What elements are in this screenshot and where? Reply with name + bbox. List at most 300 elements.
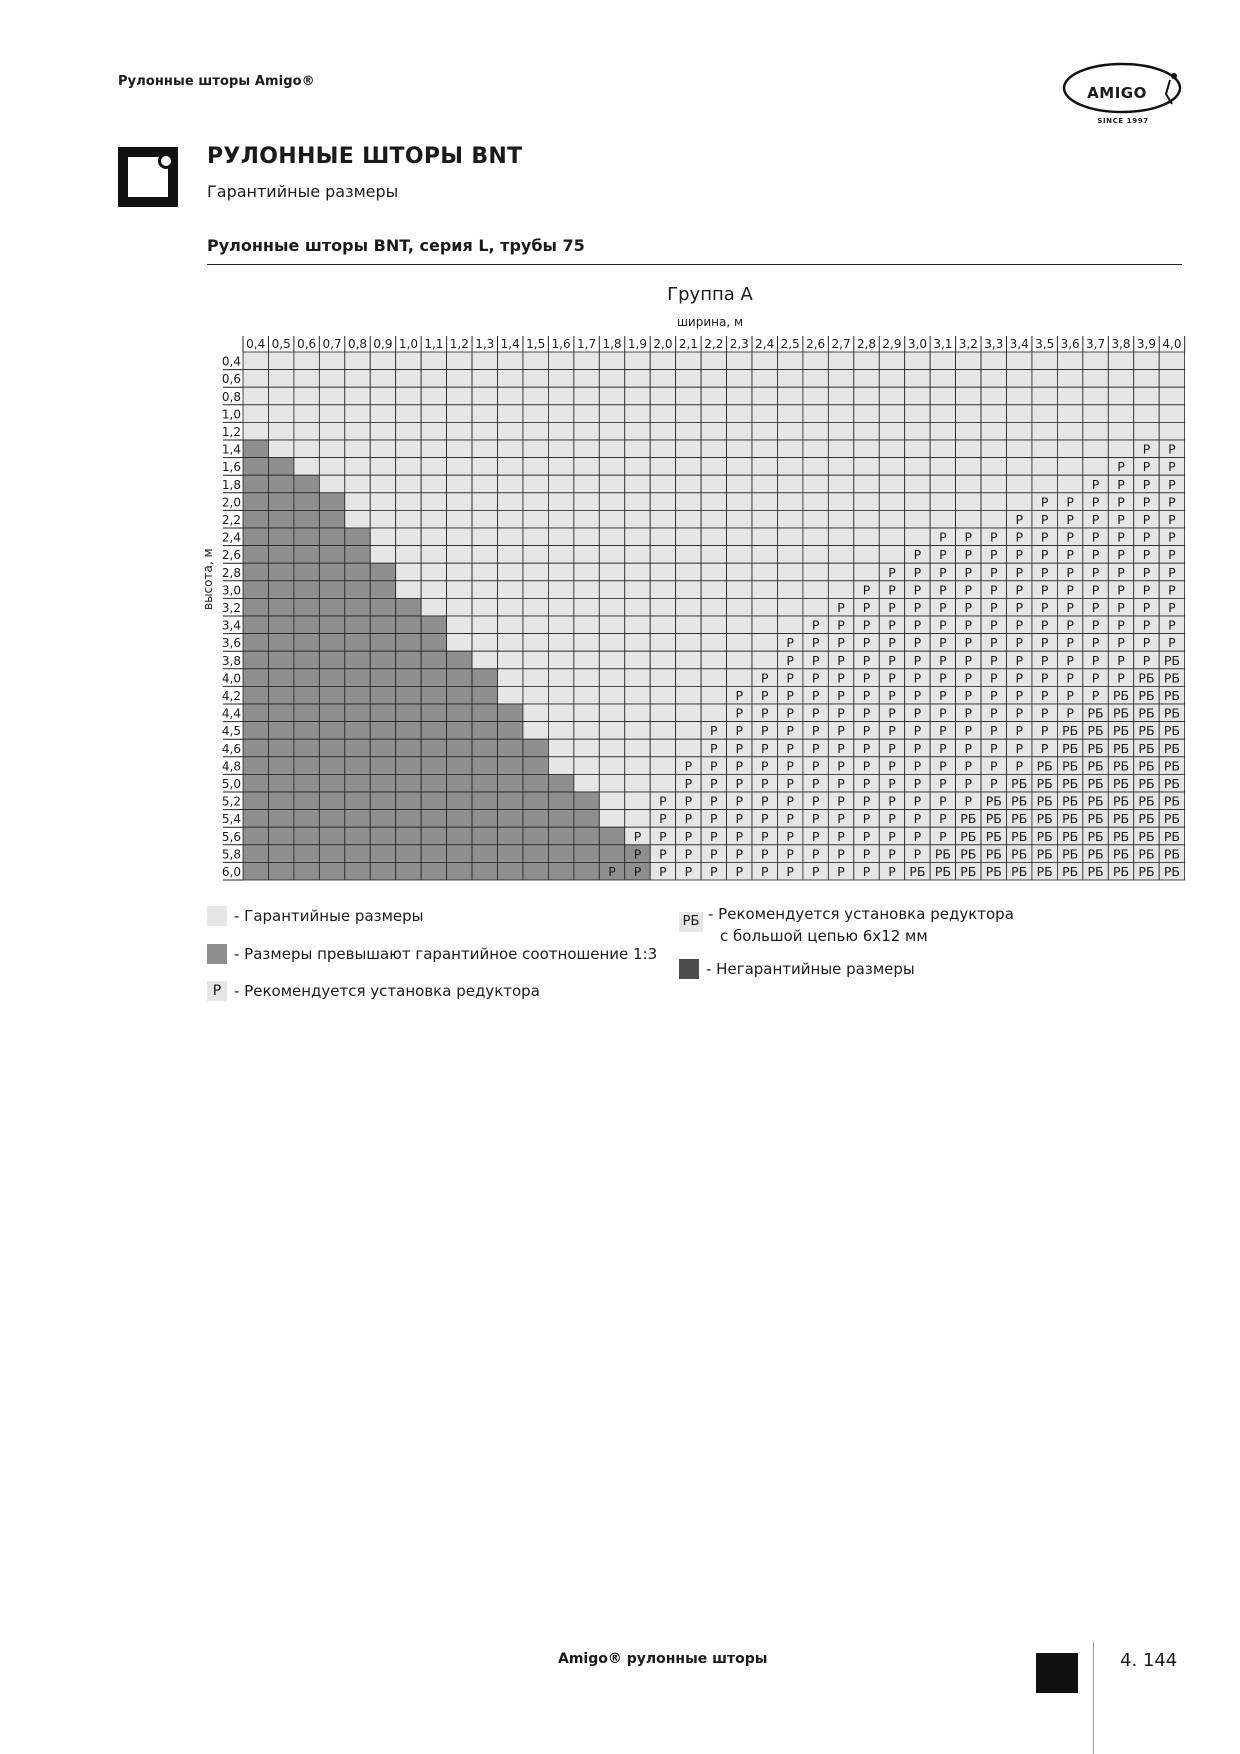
table-cell-mark: Р bbox=[913, 652, 922, 668]
table-cell bbox=[370, 757, 395, 775]
table-cell bbox=[956, 475, 981, 493]
table-cell-mark: Р bbox=[811, 617, 820, 633]
table-cell bbox=[1032, 458, 1057, 476]
table-cell-mark: РБ bbox=[1138, 670, 1155, 686]
table-cell-mark: Р bbox=[964, 670, 973, 686]
table-cell bbox=[701, 387, 726, 405]
table-cell bbox=[956, 440, 981, 458]
table-cell bbox=[498, 845, 523, 863]
table-cell bbox=[803, 546, 828, 564]
table-cell bbox=[599, 475, 624, 493]
table-cell-mark: РБ bbox=[909, 864, 926, 879]
table-cell-mark: Р bbox=[659, 793, 667, 809]
table-cell-mark: Р bbox=[1040, 564, 1049, 580]
table-cell bbox=[676, 510, 701, 528]
table-cell bbox=[548, 757, 573, 775]
table-cell-mark: Р bbox=[1168, 635, 1176, 651]
table-cell bbox=[752, 634, 777, 652]
table-cell bbox=[650, 405, 675, 423]
table-cell bbox=[599, 774, 624, 792]
table-cell bbox=[345, 722, 370, 740]
table-cell bbox=[854, 352, 879, 370]
height-tick-label: 1,4 bbox=[221, 442, 241, 457]
table-cell-mark: Р bbox=[888, 846, 896, 862]
table-cell bbox=[345, 458, 370, 476]
width-tick-label: 2,7 bbox=[831, 337, 851, 351]
table-cell bbox=[498, 616, 523, 634]
table-cell bbox=[396, 405, 421, 423]
table-cell-mark: Р bbox=[888, 705, 896, 721]
table-cell bbox=[268, 352, 293, 370]
table-cell-mark: Р bbox=[811, 705, 820, 721]
table-cell bbox=[752, 405, 777, 423]
table-cell bbox=[345, 405, 370, 423]
table-cell bbox=[650, 686, 675, 704]
table-cell-mark: Р bbox=[684, 776, 693, 791]
table-cell bbox=[625, 370, 650, 388]
section-title: Рулонные шторы BNT, серия L, трубы 75 bbox=[207, 236, 585, 255]
table-cell-mark: Р bbox=[1117, 564, 1125, 580]
table-cell-mark: Р bbox=[888, 600, 896, 615]
table-cell bbox=[268, 493, 293, 511]
table-cell-mark: Р bbox=[990, 635, 998, 651]
table-cell-mark: Р bbox=[1091, 600, 1100, 615]
table-cell bbox=[370, 774, 395, 792]
table-cell bbox=[981, 370, 1006, 388]
table-cell bbox=[905, 370, 930, 388]
table-cell-mark: Р bbox=[862, 828, 871, 844]
table-cell bbox=[1134, 352, 1159, 370]
table-cell bbox=[396, 422, 421, 440]
table-cell-mark: Р bbox=[760, 705, 769, 721]
table-cell-mark: Р bbox=[939, 811, 947, 827]
table-cell bbox=[676, 722, 701, 740]
table-cell bbox=[370, 387, 395, 405]
table-cell bbox=[345, 528, 370, 546]
table-cell bbox=[319, 440, 344, 458]
table-cell-mark: РБ bbox=[1112, 723, 1130, 739]
table-cell bbox=[319, 510, 344, 528]
table-cell bbox=[523, 616, 548, 634]
table-cell-mark: Р bbox=[964, 793, 973, 809]
width-tick-label: 3,0 bbox=[907, 337, 927, 351]
table-cell bbox=[625, 669, 650, 687]
table-cell bbox=[930, 370, 955, 388]
table-cell bbox=[701, 475, 726, 493]
table-cell-mark: РБ bbox=[960, 811, 977, 827]
table-cell bbox=[345, 352, 370, 370]
height-tick-label: 2,8 bbox=[221, 565, 241, 580]
table-cell bbox=[701, 546, 726, 564]
table-cell bbox=[650, 458, 675, 476]
table-cell bbox=[243, 440, 268, 458]
width-tick-label: 4,0 bbox=[1162, 337, 1182, 351]
table-cell bbox=[981, 440, 1006, 458]
table-cell-mark: РБ bbox=[985, 828, 1002, 844]
table-cell bbox=[803, 475, 828, 493]
table-cell bbox=[498, 422, 523, 440]
table-cell bbox=[854, 546, 879, 564]
table-cell-mark: РБ bbox=[1138, 740, 1155, 756]
table-cell-mark: Р bbox=[1040, 705, 1049, 721]
table-cell-mark: Р bbox=[913, 846, 922, 862]
table-cell bbox=[243, 616, 268, 634]
table-cell bbox=[777, 352, 802, 370]
table-cell-mark: Р bbox=[862, 864, 871, 879]
table-cell-mark: РБ bbox=[1112, 758, 1130, 774]
table-cell-mark: Р bbox=[964, 705, 973, 721]
table-cell bbox=[548, 739, 573, 757]
table-cell-mark: Р bbox=[837, 776, 845, 791]
table-cell bbox=[472, 493, 497, 511]
table-cell bbox=[650, 370, 675, 388]
table-cell bbox=[879, 528, 904, 546]
table-cell bbox=[396, 616, 421, 634]
table-cell bbox=[752, 440, 777, 458]
table-cell bbox=[294, 774, 319, 792]
table-cell bbox=[1007, 352, 1032, 370]
table-cell bbox=[370, 634, 395, 652]
table-cell bbox=[828, 387, 853, 405]
table-cell bbox=[701, 458, 726, 476]
table-cell-mark: Р bbox=[913, 688, 922, 703]
table-cell bbox=[294, 651, 319, 669]
table-cell-mark: Р bbox=[1091, 617, 1100, 633]
table-cell-mark: Р bbox=[1015, 617, 1023, 633]
page-subtitle: Гарантийные размеры bbox=[207, 182, 399, 201]
table-cell bbox=[574, 810, 599, 828]
table-cell bbox=[548, 581, 573, 599]
table-cell-mark: Р bbox=[837, 688, 845, 703]
table-cell bbox=[676, 493, 701, 511]
height-tick-label: 4,5 bbox=[221, 724, 241, 739]
table-cell bbox=[294, 757, 319, 775]
table-cell bbox=[676, 475, 701, 493]
table-cell bbox=[1159, 370, 1184, 388]
table-cell bbox=[752, 458, 777, 476]
table-cell bbox=[523, 440, 548, 458]
table-cell-mark: Р bbox=[862, 758, 871, 774]
table-cell bbox=[243, 510, 268, 528]
table-cell bbox=[472, 862, 497, 880]
table-cell bbox=[345, 651, 370, 669]
table-cell bbox=[345, 634, 370, 652]
table-cell bbox=[1057, 370, 1082, 388]
table-cell-mark: Р bbox=[888, 776, 896, 791]
table-cell-mark: РБ bbox=[1087, 846, 1104, 862]
table-cell bbox=[396, 651, 421, 669]
table-cell bbox=[523, 581, 548, 599]
table-cell bbox=[1007, 422, 1032, 440]
table-cell-mark: РБ bbox=[1112, 705, 1130, 721]
table-group-title: Группа А bbox=[667, 284, 753, 305]
table-cell bbox=[625, 598, 650, 616]
table-cell bbox=[1159, 405, 1184, 423]
table-cell-mark: Р bbox=[964, 529, 973, 545]
table-cell-mark: РБ bbox=[1163, 776, 1180, 791]
table-cell bbox=[472, 634, 497, 652]
table-cell bbox=[828, 528, 853, 546]
table-cell bbox=[676, 669, 701, 687]
table-cell-mark: Р bbox=[990, 600, 998, 615]
table-cell-mark: Р bbox=[1117, 635, 1125, 651]
height-tick-label: 3,2 bbox=[221, 601, 241, 615]
legend-swatch-reducer-big-chain: РБ bbox=[679, 912, 703, 932]
table-cell bbox=[447, 493, 472, 511]
table-cell bbox=[1083, 458, 1108, 476]
table-cell bbox=[319, 774, 344, 792]
table-cell-mark: Р bbox=[1117, 529, 1125, 545]
table-cell-mark: Р bbox=[888, 564, 896, 580]
table-cell bbox=[396, 387, 421, 405]
table-cell bbox=[447, 405, 472, 423]
table-cell bbox=[676, 686, 701, 704]
table-cell bbox=[752, 563, 777, 581]
table-cell bbox=[268, 528, 293, 546]
table-cell-mark: Р bbox=[939, 723, 947, 739]
table-cell bbox=[294, 827, 319, 845]
width-tick-label: 3,6 bbox=[1060, 337, 1080, 351]
table-cell bbox=[294, 669, 319, 687]
table-cell bbox=[523, 862, 548, 880]
table-cell bbox=[1032, 422, 1057, 440]
table-cell bbox=[548, 810, 573, 828]
table-cell bbox=[777, 370, 802, 388]
table-cell-mark: Р bbox=[888, 688, 896, 703]
table-cell bbox=[370, 598, 395, 616]
table-cell bbox=[243, 651, 268, 669]
table-cell-mark: РБ bbox=[1163, 670, 1180, 686]
table-cell-mark: Р bbox=[913, 723, 922, 739]
table-cell bbox=[447, 510, 472, 528]
table-cell bbox=[879, 440, 904, 458]
legend-text-non-guarantee: - Негарантийные размеры bbox=[706, 960, 915, 978]
table-cell bbox=[854, 475, 879, 493]
table-cell-mark: Р bbox=[1066, 617, 1074, 633]
table-cell-mark: РБ bbox=[1062, 758, 1079, 774]
table-cell bbox=[447, 563, 472, 581]
table-cell bbox=[981, 352, 1006, 370]
table-cell bbox=[650, 493, 675, 511]
table-cell-mark: Р bbox=[1040, 688, 1049, 703]
table-cell bbox=[370, 493, 395, 511]
table-cell-mark: Р bbox=[913, 776, 922, 791]
table-cell bbox=[676, 352, 701, 370]
table-cell bbox=[268, 458, 293, 476]
table-cell-mark: Р bbox=[939, 688, 947, 703]
table-cell-mark: Р bbox=[811, 670, 820, 686]
table-cell bbox=[498, 792, 523, 810]
table-cell bbox=[930, 493, 955, 511]
table-cell-mark: РБ bbox=[934, 864, 951, 879]
table-cell bbox=[396, 845, 421, 863]
table-cell bbox=[905, 493, 930, 511]
table-cell bbox=[447, 792, 472, 810]
table-cell bbox=[447, 387, 472, 405]
table-cell bbox=[498, 634, 523, 652]
table-cell bbox=[447, 581, 472, 599]
table-cell-mark: Р bbox=[735, 740, 744, 756]
table-cell-mark: Р bbox=[964, 600, 973, 615]
table-cell-mark: Р bbox=[735, 846, 744, 862]
table-cell-mark: Р bbox=[1015, 705, 1023, 721]
table-cell bbox=[447, 634, 472, 652]
table-cell bbox=[472, 845, 497, 863]
table-cell bbox=[447, 739, 472, 757]
table-cell bbox=[243, 634, 268, 652]
table-cell-mark: Р bbox=[684, 828, 693, 844]
table-cell-mark: Р bbox=[811, 688, 820, 703]
height-tick-label: 3,4 bbox=[221, 618, 241, 633]
table-cell bbox=[650, 581, 675, 599]
brand-header-label: Рулонные шторы Amigo® bbox=[118, 74, 315, 89]
table-cell bbox=[498, 387, 523, 405]
table-cell bbox=[294, 510, 319, 528]
table-cell bbox=[727, 546, 752, 564]
table-cell bbox=[319, 387, 344, 405]
table-cell bbox=[447, 810, 472, 828]
table-cell bbox=[243, 739, 268, 757]
table-cell bbox=[472, 598, 497, 616]
table-cell bbox=[294, 405, 319, 423]
table-cell-mark: РБ bbox=[1112, 811, 1130, 827]
table-cell bbox=[777, 563, 802, 581]
table-cell bbox=[243, 845, 268, 863]
table-cell-mark: Р bbox=[811, 811, 820, 827]
table-cell-mark: Р bbox=[862, 600, 871, 615]
table-cell bbox=[727, 370, 752, 388]
table-cell bbox=[574, 827, 599, 845]
table-cell bbox=[1159, 422, 1184, 440]
table-cell bbox=[777, 405, 802, 423]
table-cell bbox=[345, 774, 370, 792]
table-cell-mark: Р bbox=[939, 776, 947, 791]
table-cell bbox=[599, 810, 624, 828]
table-cell-mark: Р bbox=[1142, 494, 1151, 510]
table-cell-mark: РБ bbox=[1138, 758, 1155, 774]
table-cell bbox=[701, 352, 726, 370]
height-tick-label: 3,6 bbox=[221, 636, 241, 651]
table-cell bbox=[599, 757, 624, 775]
table-cell-mark: Р bbox=[1168, 582, 1176, 598]
table-cell bbox=[370, 810, 395, 828]
table-cell-mark: Р bbox=[786, 705, 794, 721]
table-cell bbox=[548, 493, 573, 511]
legend-swatch-reducer: Р bbox=[207, 981, 227, 1001]
table-cell bbox=[243, 422, 268, 440]
table-cell bbox=[370, 845, 395, 863]
table-cell bbox=[421, 634, 446, 652]
table-cell bbox=[676, 405, 701, 423]
table-cell bbox=[752, 387, 777, 405]
table-cell bbox=[676, 616, 701, 634]
table-cell bbox=[803, 581, 828, 599]
table-cell bbox=[498, 405, 523, 423]
table-cell bbox=[421, 827, 446, 845]
table-cell-mark: Р bbox=[735, 811, 744, 827]
table-cell bbox=[905, 475, 930, 493]
table-cell-mark: Р bbox=[1066, 564, 1074, 580]
table-cell bbox=[523, 598, 548, 616]
table-cell-mark: РБ bbox=[960, 828, 977, 844]
table-cell-mark: Р bbox=[837, 617, 845, 633]
table-cell-mark: Р bbox=[1091, 688, 1100, 703]
table-cell bbox=[548, 528, 573, 546]
table-cell-mark: РБ bbox=[1011, 828, 1028, 844]
table-cell bbox=[803, 405, 828, 423]
table-cell-mark: Р bbox=[786, 758, 794, 774]
table-cell-mark: Р bbox=[1040, 670, 1049, 686]
table-cell-mark: Р bbox=[1168, 459, 1176, 475]
height-tick-label: 4,0 bbox=[221, 671, 241, 686]
table-cell-mark: Р bbox=[1040, 617, 1049, 633]
table-cell-mark: Р bbox=[964, 723, 973, 739]
table-cell-mark: Р bbox=[837, 635, 845, 651]
table-cell bbox=[345, 475, 370, 493]
table-cell-mark: Р bbox=[913, 617, 922, 633]
table-cell bbox=[498, 669, 523, 687]
table-cell bbox=[243, 722, 268, 740]
table-cell bbox=[650, 475, 675, 493]
table-cell bbox=[243, 581, 268, 599]
table-cell bbox=[370, 792, 395, 810]
table-cell bbox=[574, 616, 599, 634]
table-cell bbox=[752, 422, 777, 440]
table-cell bbox=[956, 370, 981, 388]
height-tick-label: 1,0 bbox=[221, 407, 241, 422]
table-cell bbox=[625, 510, 650, 528]
table-cell-mark: Р bbox=[990, 688, 998, 703]
table-cell bbox=[650, 616, 675, 634]
table-cell-mark: Р bbox=[1040, 723, 1049, 739]
table-cell bbox=[879, 458, 904, 476]
table-cell bbox=[956, 422, 981, 440]
table-cell bbox=[498, 563, 523, 581]
table-cell bbox=[319, 669, 344, 687]
table-cell bbox=[1083, 352, 1108, 370]
table-cell bbox=[396, 757, 421, 775]
table-cell bbox=[548, 387, 573, 405]
table-cell-mark: РБ bbox=[1163, 828, 1180, 844]
table-cell bbox=[574, 370, 599, 388]
table-cell bbox=[574, 493, 599, 511]
table-cell bbox=[294, 458, 319, 476]
table-cell-mark: Р bbox=[939, 564, 947, 580]
table-cell bbox=[956, 352, 981, 370]
table-cell-mark: РБ bbox=[1087, 864, 1104, 879]
table-cell bbox=[828, 493, 853, 511]
table-cell bbox=[777, 598, 802, 616]
table-cell-mark: Р bbox=[837, 846, 845, 862]
table-cell bbox=[548, 704, 573, 722]
table-cell bbox=[548, 546, 573, 564]
table-cell bbox=[803, 422, 828, 440]
height-tick-label: 4,8 bbox=[221, 759, 241, 774]
table-cell bbox=[472, 810, 497, 828]
table-cell bbox=[345, 370, 370, 388]
table-cell bbox=[498, 370, 523, 388]
table-cell-mark: Р bbox=[888, 793, 896, 809]
table-cell-mark: РБ bbox=[1163, 793, 1180, 809]
table-cell bbox=[701, 528, 726, 546]
table-cell-mark: Р bbox=[939, 670, 947, 686]
width-axis-label: ширина, м bbox=[676, 315, 744, 329]
table-cell bbox=[1134, 405, 1159, 423]
table-cell-mark: РБ bbox=[985, 811, 1002, 827]
table-cell-mark: Р bbox=[786, 740, 794, 756]
table-cell bbox=[752, 352, 777, 370]
table-cell-mark: Р bbox=[1040, 529, 1049, 545]
